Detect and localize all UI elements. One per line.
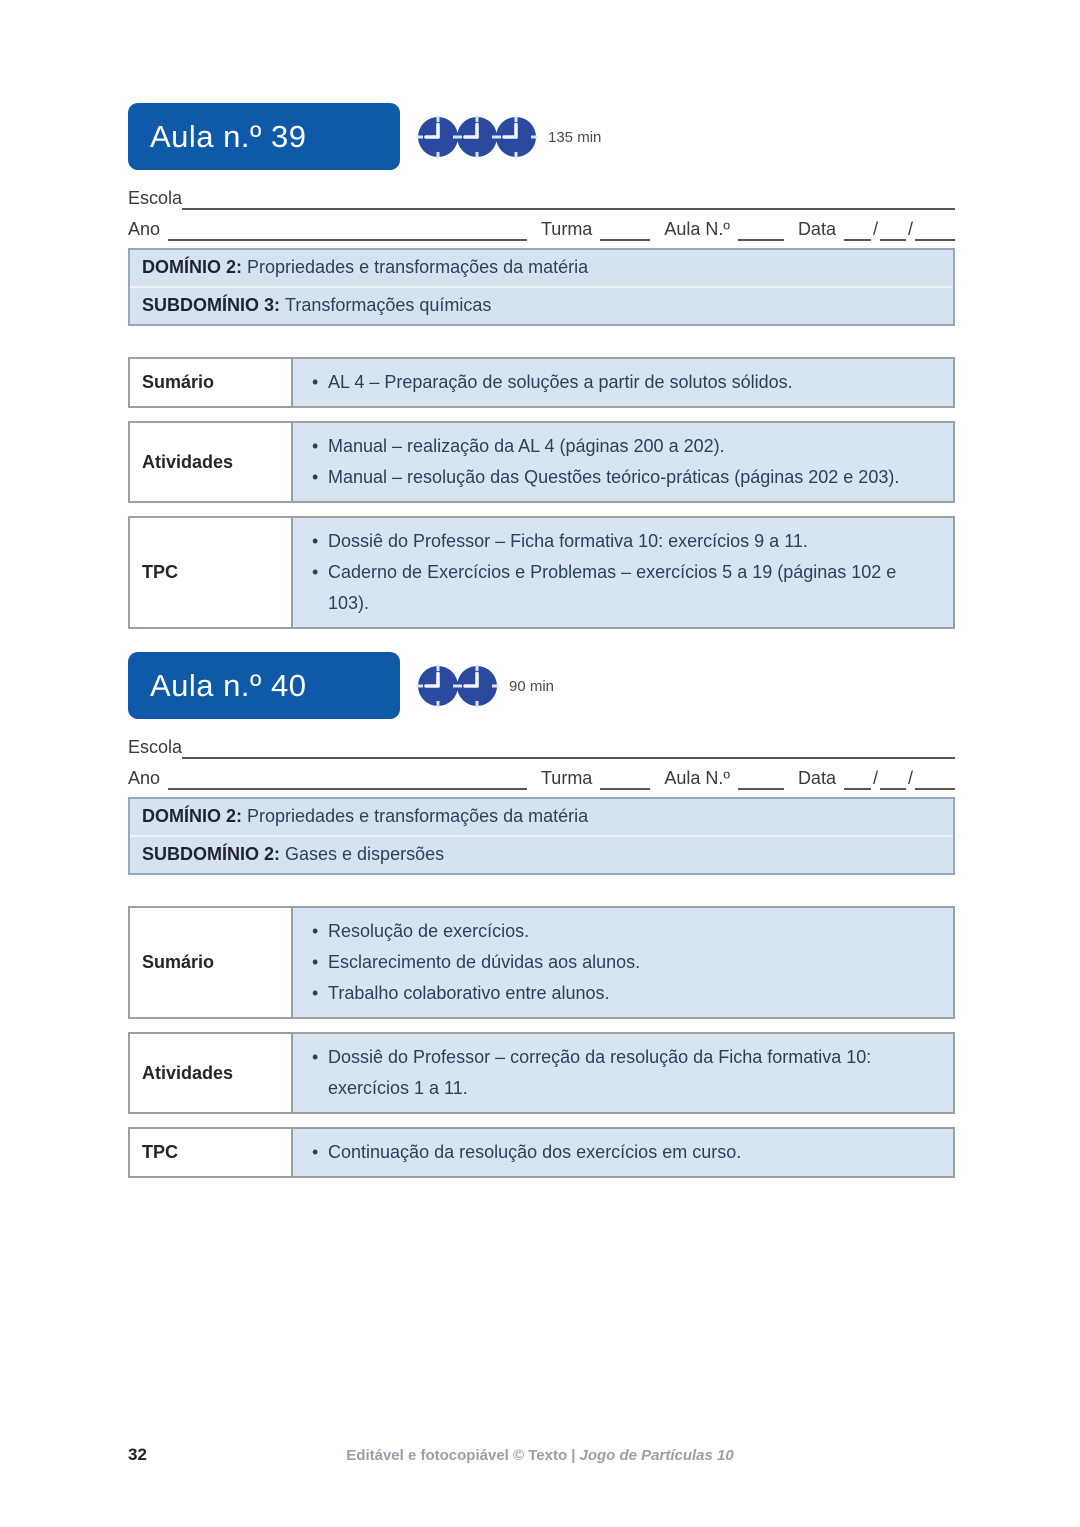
atividades-table [128, 1032, 955, 1114]
atividades-label: Atividades [130, 423, 293, 501]
page-footer [0, 1447, 1080, 1464]
data-month-blank [880, 217, 906, 241]
lesson-title-badge [128, 103, 400, 170]
clock-icon [493, 114, 539, 160]
bullet-item: • Caderno de Exercícios e Problemas – exercícios 5 a 19 (páginas 102 e 103). [309, 557, 939, 619]
turma-blank-field [600, 766, 650, 790]
turma-label: Turma [540, 768, 593, 788]
page-content [128, 103, 955, 1178]
tpc-label: TPC [130, 518, 293, 627]
lesson-duration-group [415, 114, 601, 160]
escola-row [128, 735, 955, 759]
lesson-duration-group [415, 663, 554, 709]
footer-book-title: Jogo de Partículas 10 [579, 1447, 734, 1464]
bullet-item: • Manual – realização da AL 4 (páginas 200 a 202). [309, 431, 939, 462]
tpc-table [128, 516, 955, 629]
escola-label: Escola [128, 188, 183, 208]
data-year-blank [915, 766, 955, 790]
tpc-content [293, 518, 953, 627]
ano-row [128, 217, 955, 241]
atividades-table [128, 421, 955, 503]
lesson-header [128, 652, 955, 719]
lesson-title: Aula n.º 40 [150, 667, 307, 703]
aula-no-label: Aula N.º [664, 768, 730, 788]
escola-blank-field [182, 186, 955, 210]
domain-box [128, 248, 955, 326]
escola-row [128, 186, 955, 210]
ano-row [128, 766, 955, 790]
tpc-table [128, 1127, 955, 1178]
bullet-item: • Dossiê do Professor – correção da resolução da Ficha formativa 10: exercícios 1 a 11. [309, 1042, 939, 1104]
turma-blank-field [600, 217, 650, 241]
atividades-label: Atividades [130, 1034, 293, 1112]
subdominio-text: Transformações químicas [285, 295, 492, 315]
bullet-item: • AL 4 – Preparação de soluções a partir de solutos sólidos. [309, 367, 939, 398]
sumario-table [128, 357, 955, 408]
clock-icons [415, 114, 539, 160]
dominio-row [130, 799, 953, 835]
tpc-label: TPC [130, 1129, 293, 1176]
escola-label: Escola [128, 737, 183, 757]
date-slash: / [907, 768, 913, 788]
tpc-content [293, 1129, 953, 1176]
dominio-text: Propriedades e transformações da matéria [247, 257, 589, 277]
data-day-blank [844, 766, 871, 790]
turma-label: Turma [540, 219, 593, 239]
subdominio-text: Gases e dispersões [285, 844, 445, 864]
atividades-content [293, 423, 953, 501]
clock-icons [415, 663, 500, 709]
subdominio-label: SUBDOMÍNIO 3: [142, 295, 281, 315]
dominio-text: Propriedades e transformações da matéria [247, 806, 589, 826]
sumario-label: Sumário [130, 908, 293, 1017]
ano-label: Ano [128, 219, 161, 239]
dominio-label: DOMÍNIO 2: [142, 257, 243, 277]
bullet-item: • Manual – resolução das Questões teórico-práticas (páginas 202 e 203). [309, 462, 939, 493]
lesson-block-39 [128, 103, 955, 629]
ano-blank-field [168, 217, 527, 241]
atividades-content [293, 1034, 953, 1112]
sumario-content [293, 908, 953, 1017]
aula-no-blank-field [738, 766, 784, 790]
lesson-duration: 135 min [548, 129, 602, 146]
data-month-blank [880, 766, 906, 790]
footer-credit: Editável e fotocopiável © Texto | [346, 1447, 576, 1464]
aula-no-blank-field [738, 217, 784, 241]
domain-box [128, 797, 955, 875]
dominio-label: DOMÍNIO 2: [142, 806, 243, 826]
bullet-item: • Dossiê do Professor – Ficha formativa 10: exercícios 9 a 11. [309, 526, 939, 557]
bullet-item: • Trabalho colaborativo entre alunos. [309, 978, 939, 1009]
data-label: Data [797, 219, 836, 239]
dominio-row [130, 250, 953, 286]
clock-icon [454, 663, 500, 709]
lesson-title: Aula n.º 39 [150, 118, 307, 154]
ano-blank-field [168, 766, 527, 790]
data-label: Data [797, 768, 836, 788]
data-day-blank [844, 217, 871, 241]
lesson-duration: 90 min [509, 678, 555, 695]
subdominio-label: SUBDOMÍNIO 2: [142, 844, 281, 864]
lesson-title-badge [128, 652, 400, 719]
sumario-label: Sumário [130, 359, 293, 406]
date-slash: / [907, 219, 913, 239]
date-slash: / [872, 768, 878, 788]
bullet-item: • Resolução de exercícios. [309, 916, 939, 947]
escola-blank-field [182, 735, 955, 759]
page-number: 32 [128, 1445, 147, 1464]
bullet-item: • Esclarecimento de dúvidas aos alunos. [309, 947, 939, 978]
subdominio-row [130, 286, 953, 324]
sumario-content [293, 359, 953, 406]
data-year-blank [915, 217, 955, 241]
sumario-table [128, 906, 955, 1019]
lesson-block-40 [128, 652, 955, 1178]
aula-no-label: Aula N.º [664, 219, 730, 239]
lesson-header [128, 103, 955, 170]
date-slash: / [872, 219, 878, 239]
subdominio-row [130, 835, 953, 873]
ano-label: Ano [128, 768, 161, 788]
bullet-item: • Continuação da resolução dos exercícios em curso. [309, 1137, 939, 1168]
